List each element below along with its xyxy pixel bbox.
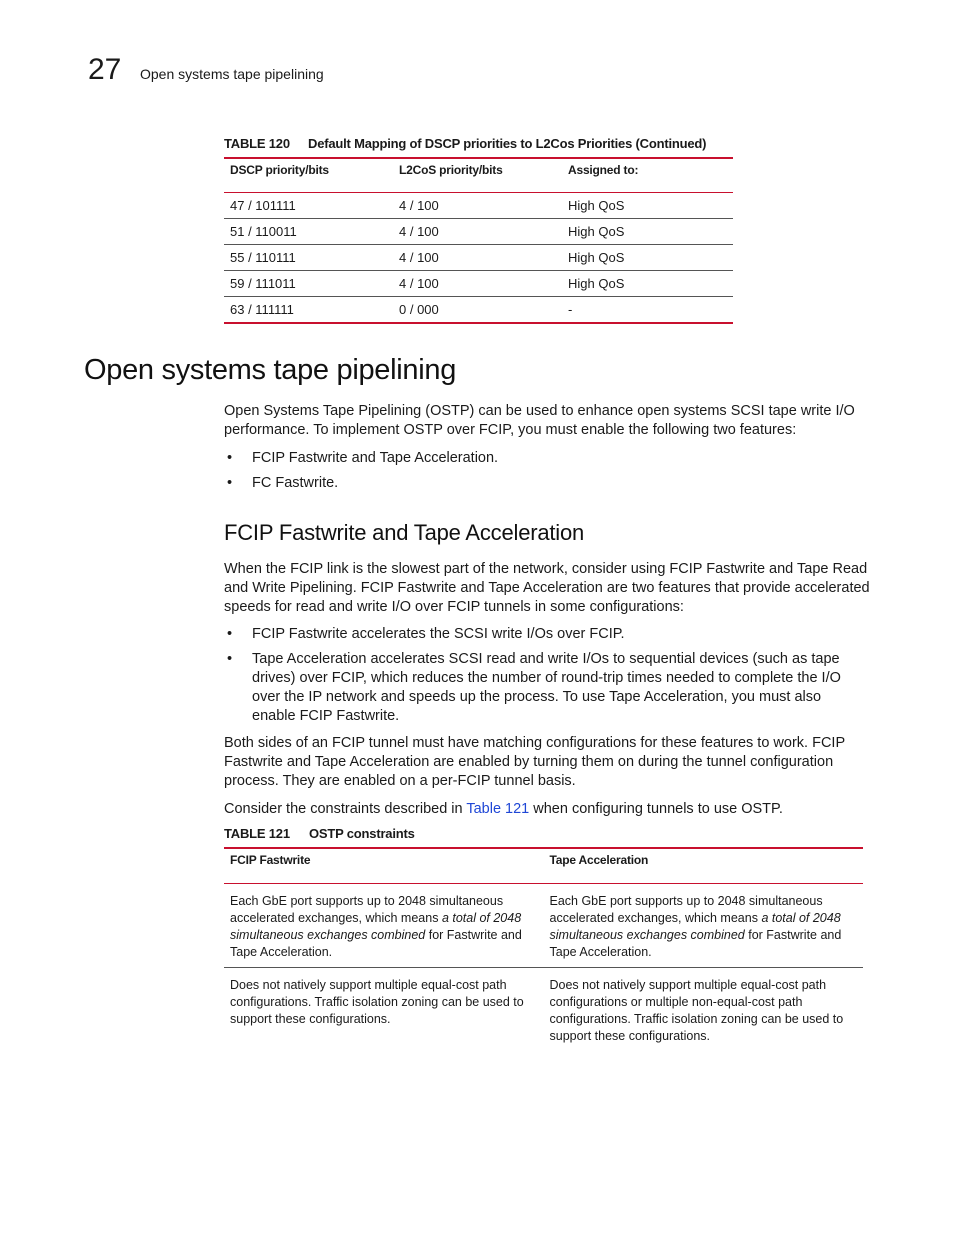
table-120-label: TABLE 120 [224,136,290,151]
table-cell: 4 / 100 [393,271,562,297]
table-120-caption [224,136,706,152]
table-121-link[interactable]: Table 121 [466,801,530,817]
table-cell [544,884,864,968]
paragraph: When the FCIP link is the slowest part of the network, consider using FCIP Fastwrite and Tape Read and Write Pipelining. FCIP Fastwrite and Tape Acceleration are two features that provide accelerated speeds for read and write I/O over FCIP tunnels in some configurations: [224,561,870,615]
section-title: Open systems tape pipelining [84,354,457,386]
chapter-number: 27 [88,53,122,86]
cell-emphasis: a total of 2048 simultaneous exchanges combined [549,911,841,942]
table-120 [224,157,733,324]
intro-paragraph: Open Systems Tape Pipelining (OSTP) can be used to enhance open systems SCSI tape write I/O performance. To implement OSTP over FCIP, you must enable the following two features: [224,403,855,438]
list-item-text: FCIP Fastwrite accelerates the SCSI write I/Os over FCIP. [252,626,625,642]
table-cell: 4 / 100 [393,219,562,245]
bullet-icon: • [227,450,233,466]
table-cell: High QoS [562,219,733,245]
table-row [224,968,863,1052]
table-121 [224,847,863,1051]
table-cell: Does not natively support multiple equal-cost path configurations or multiple non-equal-cost path configurations. Traffic isolation zoning can be used to support these configurations. [549,978,844,1043]
list-item-text: Tape Acceleration accelerates SCSI read and write I/Os to sequential devices (such as tape drives) over FCIP, which reduces the number of round-trip times needed to complete the I/O over the IP network and speeds up the process. To use Tape Acceleration, you must also enable FCIP Fastwrite. [252,651,841,724]
table-cell: 4 / 100 [393,193,562,219]
paragraph-text: Consider the constraints described in [224,801,467,817]
table-cell: - [562,297,733,324]
column-header: Assigned to: [562,158,733,193]
table-cell: 51 / 110011 [224,219,393,245]
table-cell: 59 / 111011 [224,271,393,297]
table-header-row [224,848,863,884]
table-120-title: Default Mapping of DSCP priorities to L2Cos Priorities (Continued) [308,136,707,151]
paragraph-text: when configuring tunnels to use OSTP. [529,801,783,817]
table-row [224,219,733,245]
table-cell: High QoS [562,193,733,219]
table-121-title: OSTP constraints [309,826,415,841]
table-cell: High QoS [562,245,733,271]
column-header: FCIP Fastwrite [224,848,544,884]
bullet-icon: • [227,626,233,642]
table-cell: 4 / 100 [393,245,562,271]
table-121-caption [224,826,415,842]
bullet-icon: • [227,651,233,667]
list-item-text: FCIP Fastwrite and Tape Acceleration. [252,450,499,466]
table-cell: 47 / 101111 [224,193,393,219]
table-row [224,245,733,271]
cell-emphasis: a total of 2048 simultaneous exchanges combined [230,911,522,942]
table-row [224,193,733,219]
table-row [224,884,863,968]
table-row [224,271,733,297]
cell-text: for Fastwrite and Tape Acceleration. [549,928,842,959]
paragraph-with-link [224,800,870,819]
table-cell: 55 / 110111 [224,245,393,271]
chapter-title: Open systems tape pipelining [140,66,324,82]
table-121-label: TABLE 121 [224,826,290,841]
table-cell: 0 / 000 [393,297,562,324]
cell-text: Each GbE port supports up to 2048 simultaneous accelerated exchanges, which means [230,894,504,925]
table-cell: Does not natively support multiple equal-cost path configurations. Traffic isolation zoning can be used to support these configurations. [230,978,524,1026]
list-item-text: FC Fastwrite. [252,475,339,491]
table-row [224,297,733,324]
table-cell: 63 / 111111 [224,297,393,324]
table-cell [224,884,544,968]
column-header: DSCP priority/bits [224,158,393,193]
bullet-icon: • [227,475,233,491]
cell-text: for Fastwrite and Tape Acceleration. [230,928,522,959]
subsection-title: FCIP Fastwrite and Tape Acceleration [224,520,585,545]
paragraph: Both sides of an FCIP tunnel must have matching configurations for these features to work. FCIP Fastwrite and Tape Acceleration are enabled by turning them on during the tunnel configuration process. They are enabled on a per-FCIP tunnel basis. [224,735,845,789]
column-header: Tape Acceleration [544,848,864,884]
table-header-row [224,158,733,193]
cell-text: Each GbE port supports up to 2048 simultaneous accelerated exchanges, which means [549,894,823,925]
column-header: L2CoS priority/bits [393,158,562,193]
table-cell: High QoS [562,271,733,297]
